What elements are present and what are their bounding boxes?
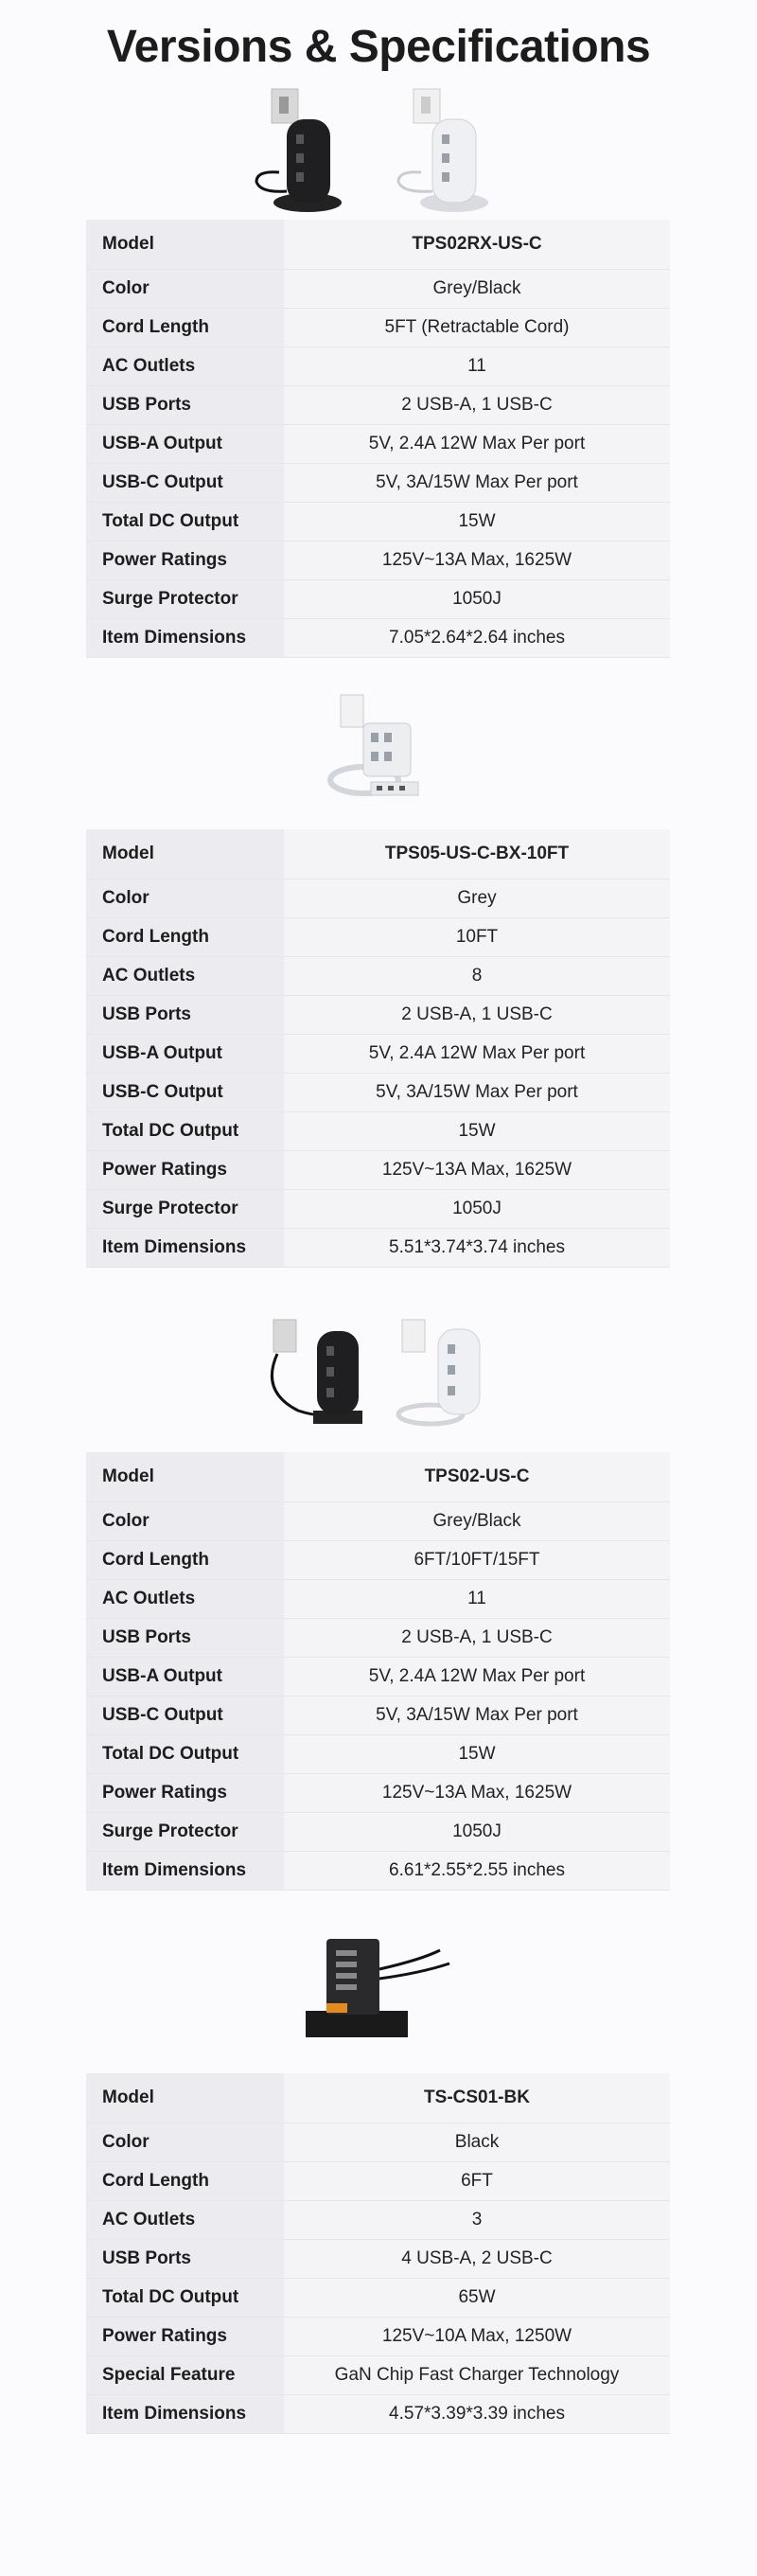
- spec-value: 2 USB-A, 1 USB-C: [284, 386, 670, 424]
- product-image-4: [0, 1931, 757, 2047]
- spec-value: 6FT/10FT/15FT: [284, 1541, 670, 1579]
- spec-label: Item Dimensions: [86, 619, 284, 657]
- spec-value: 5.51*3.74*3.74 inches: [284, 1229, 670, 1267]
- spec-label: USB-C Output: [86, 464, 284, 502]
- tower-power-strip-black-and-white-icon: [260, 1316, 497, 1430]
- usb-charging-tower-black-icon: [298, 1931, 459, 2047]
- spec-row: [86, 1452, 670, 1501]
- spec-value: TS-CS01-BK: [284, 2073, 670, 2123]
- spec-value: Grey: [284, 879, 670, 917]
- spec-label: Surge Protector: [86, 1190, 284, 1228]
- spec-label: USB-A Output: [86, 1035, 284, 1073]
- spec-value: 125V~13A Max, 1625W: [284, 1774, 670, 1812]
- spec-value: 2 USB-A, 1 USB-C: [284, 1619, 670, 1657]
- spec-value: 5V, 2.4A 12W Max Per port: [284, 1658, 670, 1696]
- spec-value: 2 USB-A, 1 USB-C: [284, 996, 670, 1034]
- spec-value: 5V, 3A/15W Max Per port: [284, 464, 670, 502]
- spec-label: Item Dimensions: [86, 2395, 284, 2433]
- spec-label: USB-A Output: [86, 1658, 284, 1696]
- spec-row: [86, 1696, 670, 1734]
- spec-row: [86, 1189, 670, 1228]
- spec-label: Power Ratings: [86, 2318, 284, 2355]
- cube-power-strip-grey-icon: [322, 689, 435, 803]
- spec-row: [86, 995, 670, 1034]
- spec-row: [86, 1851, 670, 1891]
- product-image-1: [0, 87, 757, 215]
- spec-label: Surge Protector: [86, 580, 284, 618]
- spec-label: Total DC Output: [86, 2279, 284, 2317]
- spec-value: 4 USB-A, 2 USB-C: [284, 2240, 670, 2278]
- spec-label: Color: [86, 270, 284, 308]
- spec-value: 125V~13A Max, 1625W: [284, 542, 670, 579]
- spec-label: Surge Protector: [86, 1813, 284, 1851]
- spec-table-1: [86, 220, 670, 658]
- spec-label: Model: [86, 829, 284, 879]
- spec-label: AC Outlets: [86, 957, 284, 995]
- spec-value: 125V~10A Max, 1250W: [284, 2318, 670, 2355]
- spec-label: Color: [86, 2123, 284, 2161]
- spec-label: Model: [86, 220, 284, 269]
- spec-label: Power Ratings: [86, 1151, 284, 1189]
- spec-value: 5FT (Retractable Cord): [284, 309, 670, 346]
- spec-label: USB Ports: [86, 996, 284, 1034]
- spec-row: [86, 956, 670, 995]
- spec-row: [86, 829, 670, 879]
- spec-value: 1050J: [284, 1190, 670, 1228]
- spec-label: USB Ports: [86, 1619, 284, 1657]
- product-image-3: [0, 1316, 757, 1430]
- spec-label: Cord Length: [86, 309, 284, 346]
- spec-row: [86, 308, 670, 346]
- spec-value: 65W: [284, 2279, 670, 2317]
- spec-label: Item Dimensions: [86, 1852, 284, 1890]
- spec-value: 5V, 3A/15W Max Per port: [284, 1697, 670, 1734]
- spec-row: [86, 579, 670, 618]
- spec-value: 10FT: [284, 918, 670, 956]
- spec-value: 3: [284, 2201, 670, 2239]
- spec-label: Special Feature: [86, 2356, 284, 2394]
- spec-label: Cord Length: [86, 2162, 284, 2200]
- spec-value: 7.05*2.64*2.64 inches: [284, 619, 670, 657]
- spec-value: 15W: [284, 1112, 670, 1150]
- spec-row: [86, 1150, 670, 1189]
- spec-row: [86, 2123, 670, 2161]
- spec-label: AC Outlets: [86, 347, 284, 385]
- spec-value: 11: [284, 347, 670, 385]
- spec-value: TPS05-US-C-BX-10FT: [284, 829, 670, 879]
- spec-label: AC Outlets: [86, 2201, 284, 2239]
- page-title: Versions & Specifications: [106, 22, 651, 72]
- spec-row: [86, 1618, 670, 1657]
- spec-label: Model: [86, 2073, 284, 2123]
- spec-table-4: [86, 2073, 670, 2434]
- spec-value: TPS02RX-US-C: [284, 220, 670, 269]
- spec-value: Grey/Black: [284, 1502, 670, 1540]
- spec-row: [86, 2161, 670, 2200]
- spec-value: 125V~13A Max, 1625W: [284, 1151, 670, 1189]
- spec-value: 1050J: [284, 580, 670, 618]
- spec-row: [86, 879, 670, 917]
- spec-table-2: [86, 829, 670, 1268]
- spec-value: 6.61*2.55*2.55 inches: [284, 1852, 670, 1890]
- spec-row: [86, 1657, 670, 1696]
- spec-row: [86, 1111, 670, 1150]
- spec-label: Cord Length: [86, 1541, 284, 1579]
- spec-label: Total DC Output: [86, 503, 284, 541]
- spec-label: Cord Length: [86, 918, 284, 956]
- spec-label: USB-C Output: [86, 1074, 284, 1111]
- spec-value: 15W: [284, 1735, 670, 1773]
- spec-value: 1050J: [284, 1813, 670, 1851]
- product-image-2: [0, 689, 757, 803]
- spec-row: [86, 1073, 670, 1111]
- spec-label: Power Ratings: [86, 542, 284, 579]
- spec-row: [86, 424, 670, 463]
- spec-label: Color: [86, 879, 284, 917]
- spec-row: [86, 1034, 670, 1073]
- spec-value: GaN Chip Fast Charger Technology: [284, 2356, 670, 2394]
- spec-row: [86, 2073, 670, 2123]
- spec-row: [86, 2394, 670, 2434]
- spec-row: [86, 2200, 670, 2239]
- spec-row: [86, 463, 670, 502]
- spec-label: Model: [86, 1452, 284, 1501]
- spec-row: [86, 1812, 670, 1851]
- spec-row: [86, 1579, 670, 1618]
- spec-value: TPS02-US-C: [284, 1452, 670, 1501]
- spec-label: AC Outlets: [86, 1580, 284, 1618]
- spec-value: 5V, 3A/15W Max Per port: [284, 1074, 670, 1111]
- spec-label: USB Ports: [86, 386, 284, 424]
- spec-value: 6FT: [284, 2162, 670, 2200]
- spec-row: [86, 220, 670, 269]
- spec-value: 8: [284, 957, 670, 995]
- spec-value: Grey/Black: [284, 270, 670, 308]
- spec-label: Item Dimensions: [86, 1229, 284, 1267]
- spec-row: [86, 1501, 670, 1540]
- spec-label: Color: [86, 1502, 284, 1540]
- spec-value: 5V, 2.4A 12W Max Per port: [284, 425, 670, 463]
- spec-row: [86, 917, 670, 956]
- spec-row: [86, 269, 670, 308]
- spec-row: [86, 1734, 670, 1773]
- spec-label: Total DC Output: [86, 1735, 284, 1773]
- spec-row: [86, 1773, 670, 1812]
- spec-label: Power Ratings: [86, 1774, 284, 1812]
- spec-row: [86, 618, 670, 658]
- spec-label: USB Ports: [86, 2240, 284, 2278]
- spec-value: 15W: [284, 503, 670, 541]
- spec-label: USB-A Output: [86, 425, 284, 463]
- spec-row: [86, 1228, 670, 1268]
- spec-label: Total DC Output: [86, 1112, 284, 1150]
- spec-row: [86, 2239, 670, 2278]
- spec-row: [86, 502, 670, 541]
- spec-table-3: [86, 1452, 670, 1891]
- spec-row: [86, 541, 670, 579]
- spec-row: [86, 2317, 670, 2355]
- spec-value: 11: [284, 1580, 670, 1618]
- spec-row: [86, 2278, 670, 2317]
- spec-value: 4.57*3.39*3.39 inches: [284, 2395, 670, 2433]
- tower-power-strip-black-and-white-icon: [251, 87, 506, 215]
- spec-label: USB-C Output: [86, 1697, 284, 1734]
- spec-row: [86, 385, 670, 424]
- spec-row: [86, 2355, 670, 2394]
- spec-value: 5V, 2.4A 12W Max Per port: [284, 1035, 670, 1073]
- spec-row: [86, 346, 670, 385]
- spec-value: Black: [284, 2123, 670, 2161]
- spec-row: [86, 1540, 670, 1579]
